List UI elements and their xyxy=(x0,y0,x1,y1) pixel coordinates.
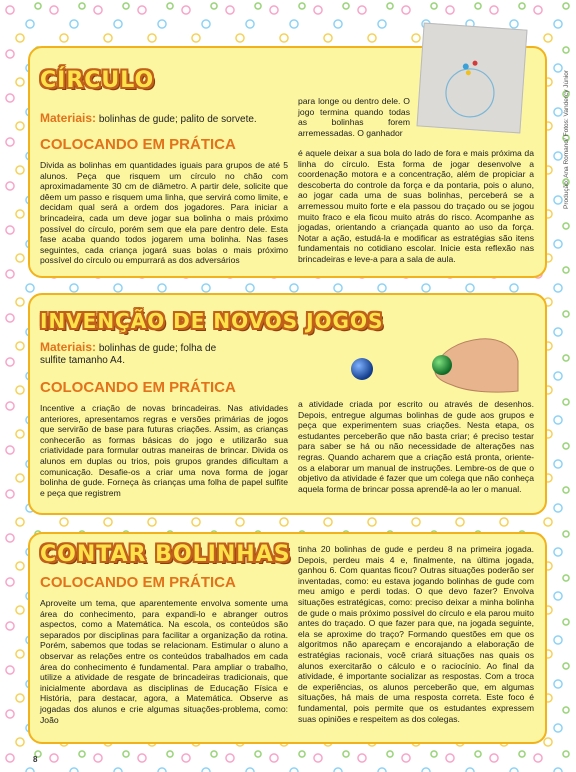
materials-label: Materiais: xyxy=(40,340,97,354)
materials-label: Materiais: xyxy=(40,111,97,125)
body-column-1: Aproveite um tema, que aparentemente envolva somente uma área do conhecimento, para expandi-lo e abranger outros aspectos, como a Matemática. Na escola, os conteúdos são separados por disciplinas para facilitar a organização da rotina. Porém, sabemos que todas se relacionam. Estimular o aluno a observar as relações entre os conteúdos trabalhados em cada área do conhecimento é fundamental. Para ampliar o trabalho, utilize a atividade de resgate de brincadeiras tradicionais, que inicialmente abordava as disciplinas de Educação Física e História, para destacar, agora, a Matemática. Observe as jogadas dos alunos e crie algumas situações-problema, como: João xyxy=(40,598,288,725)
section-subtitle: COLOCANDO EM PRÁTICA xyxy=(40,574,236,591)
materials-line xyxy=(40,112,300,126)
body-column-2: é aquele deixar a sua bola do lado de fora e mais próxima da linha do círculo. Esta forma de jogar desenvolve a coordenação motora e a concentração, além de propiciar a descoberta do controle da força e da pontaria, pois o aluno, ao jogar cada uma de suas bolinhas, perceberá se a arremessou muito forte e ela passou do traçado ou se jogou muito fraco e ela ficou muito atrás do risco. Acompanhe as jogadas, orientando a criançada quanto ao uso da força. Notar a ação, estudá-la e modificar as estratégias são itens fundamentais no cotidiano escolar. Inicie esta reflexão nas brincadeiras e leve-a para a sala de aula. xyxy=(298,148,534,264)
section-subtitle: COLOCANDO EM PRÁTICA xyxy=(40,379,236,396)
photo-marbles-circle xyxy=(416,22,527,133)
materials-line xyxy=(40,341,240,367)
materials-text: bolinhas de gude; folha de sulfite tamanho A4. xyxy=(40,343,217,366)
section-title: INVENÇÃO DE NOVOS JOGOS xyxy=(40,309,384,333)
section-contar-bolinhas xyxy=(28,532,547,744)
page-number: 8 xyxy=(33,755,38,764)
section-subtitle: COLOCANDO EM PRÁTICA xyxy=(40,136,236,153)
section-title: CÍRCULO xyxy=(40,68,155,93)
hand-marbles-icon xyxy=(340,321,520,397)
section-title: CONTAR BOLINHAS xyxy=(40,542,291,567)
body-column-2: tinha 20 bolinhas de gude e perdeu 8 na primeira jogada. Depois, perdeu mais 4 e, finalmente, na última jogada, ganhou 6. Com quantas ficou? Outras situações poderão ser inventadas, como: eu estava jogando bolinhas de gude com meu amigo e perdi todas. O que devo fazer? Envolva situações estratégicas, como: preciso deixar a minha bolinha de gude o mais próximo possível do círculo e ela parou muito antes do traçado. O que fazer para que, na jogada seguinte, ela se aproxime do traço? Formando questões em que os algoritmos não apareçam e encorajando a elaboração de estratégias racionais, você criará situações nas quais os alunos exercitarão o cálculo e o raciocínio. Ao final da atividade, é importante socializar as respostas. Com a troca de experiências, os alunos perceberão que, em algumas situações, há mais de uma resposta correta. Este foco é fundamental, pois permite que os estudantes expressem suas opiniões e respeitem as dos colegas. xyxy=(298,544,534,724)
photo-credit: Produção: Ana Romano/ Fotos: Vandercy Júnior xyxy=(563,70,570,209)
materials-text: bolinhas de gude; palito de sorvete. xyxy=(98,114,257,125)
body-column-2: a atividade criada por escrito ou através de desenhos. Depois, entregue algumas bolinhas de gude aos grupos e peça que experimentem suas criações. Nesta etapa, os estudantes perceberão que não basta criar; é preciso testar para saber se há ou não necessidade de alterações nas regras. Quando acharem que a criação está pronta, oriente-os a elaborar um manual de instruções. Lembre-os de que o objetivo da atividade é fazer que um colega que não conheça aquela forma de brincar possa aprendê-la ao ler o manual. xyxy=(298,399,534,494)
body-column-1: Divida as bolinhas em quantidades iguais para grupos de até 5 alunos. Peça que risquem um círculo no chão com aproximadamente 30 cm de diâmetro. A partir dele, solicite que dêem um passo e risquem uma linha, que servirá como limite, e decidam qual será a ordem dos jogadores. Para iniciar a brincadeira, cada um deve jogar sua bolinha o mais próximo possível do círculo, porém sem que ela pare dentro dele. Esta fase acaba quando todos jogarem uma bolinha. Nas fases seguintes, cada criança jogará suas bolas o mais próximo possível do círculo ou empurrará as dos adversários xyxy=(40,160,288,266)
body-column-1: Incentive a criação de novas brincadeiras. Nas atividades anteriores, apresentamos regras e versões primárias de jogos que servirão de base para futuras criações. Assim, as crianças conhecerão as formas básicas do jogo e utilizarão sua criatividade para formular outras maneiras de brincar. Divida os alunos em duplas ou trios, pois grupos grandes dificultam a comunicação. Desafie-os a criar uma nova forma de jogar bolinha de gude. Forneça às crianças uma folha de papel sulfite e peça que registrem xyxy=(40,403,288,498)
section-invencao xyxy=(28,293,547,515)
body-column-2-top: para longe ou dentro dele. O jogo termina quando todas as bolinhas forem arremessadas. O ganhador xyxy=(298,96,410,138)
circle-drawing-icon xyxy=(418,24,527,133)
